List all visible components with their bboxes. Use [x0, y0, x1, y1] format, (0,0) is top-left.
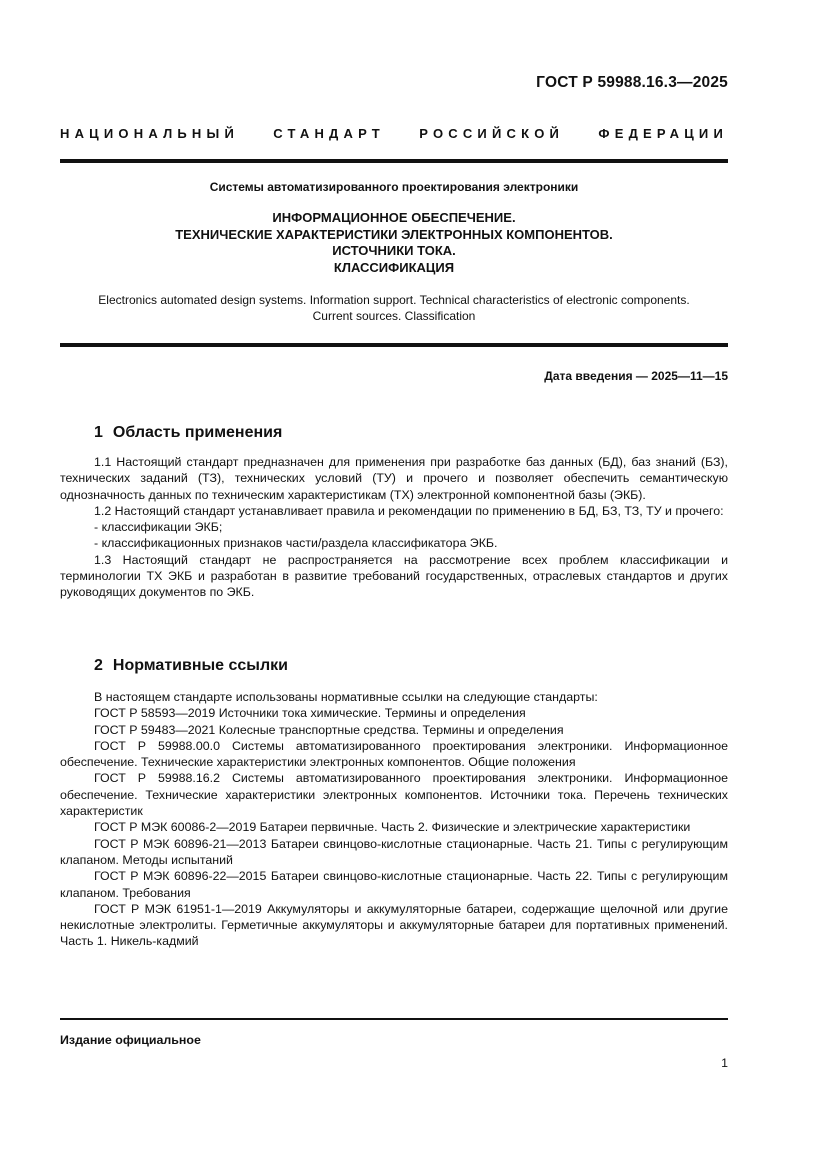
paragraph: В настоящем стандарте использованы нормативные ссылки на следующие стандарты: [94, 690, 598, 704]
section-2-body [60, 689, 728, 950]
reference-item: ГОСТ Р 59483—2021 Колесные транспортные средства. Термины и определения [94, 722, 564, 737]
footer-divider [60, 1018, 728, 1020]
main-title-line: ИСТОЧНИКИ ТОКА. [332, 243, 456, 258]
reference-item: ГОСТ Р 59988.16.2 Системы автоматизированного проектирования электроники. Информационное обеспечение. Технические характеристики электронных компонентов. Источники тока. Перечень технических характеристик [60, 771, 728, 819]
section-1-body [60, 454, 728, 601]
national-standard-heading: НАЦИОНАЛЬНЫЙ СТАНДАРТ РОССИЙСКОЙ ФЕДЕРАЦИИ [60, 126, 728, 141]
section-title: Нормативные ссылки [112, 657, 288, 674]
reference-item: ГОСТ Р МЭК 60086-2—2019 Батареи первичные. Часть 2. Физические и электрические характеристики [94, 820, 691, 835]
english-title [60, 293, 728, 324]
intro-date: Дата введения — 2025—11—15 [544, 369, 728, 383]
title-divider [60, 343, 728, 347]
page-number: 1 [721, 1056, 728, 1070]
main-title-line: ТЕХНИЧЕСКИЕ ХАРАКТЕРИСТИКИ ЭЛЕКТРОННЫХ КОМПОНЕНТОВ. [175, 226, 613, 242]
list-item: - классификационных признаков части/раздела классификатора ЭКБ. [94, 536, 498, 551]
reference-item: ГОСТ Р 58593—2019 Источники тока химические. Термины и определения [94, 706, 526, 721]
reference-item: ГОСТ Р МЭК 60896-21—2013 Батареи свинцово-кислотные стационарные. Часть 21. Типы с регулирующим клапаном. Методы испытаний [60, 836, 728, 867]
document-number: ГОСТ Р 59988.16.3—2025 [536, 74, 728, 91]
paragraph: 1.1 Настоящий стандарт предназначен для применения при разработке баз данных (БД), баз знаний (БЗ), технических заданий (ТЗ), технических условий (ТУ) и прочего и позволяет обеспечить семантическую однозначность данных по техническим характеристикам (ТХ) электронной компонентной базы (ЭКБ). [60, 455, 728, 502]
system-title: Системы автоматизированного проектирования электроники [209, 180, 579, 194]
reference-item: ГОСТ Р МЭК 60896-22—2015 Батареи свинцово-кислотные стационарные. Часть 22. Типы с регулирующим клапаном. Требования [60, 869, 728, 900]
english-title-line: Electronics automated design systems. Information support. Technical characteristics of electronic components. [98, 293, 690, 307]
list-item: - классификации ЭКБ; [94, 520, 223, 535]
section-number: 1 [94, 424, 103, 441]
section-title: Область применения [112, 424, 283, 441]
section-1-heading [94, 424, 282, 442]
section-2-heading [94, 657, 288, 675]
reference-item: ГОСТ Р МЭК 61951-1—2019 Аккумуляторы и аккумуляторные батареи, содержащие щелочной или другие некислотные электролиты. Герметичные аккумуляторы и аккумуляторные батареи для портативных применений. Часть 1. Никель-кадмий [60, 901, 728, 949]
section-number: 2 [94, 657, 103, 674]
main-title [60, 210, 728, 276]
main-title-line: КЛАССИФИКАЦИЯ [333, 259, 455, 275]
main-title-line: ИНФОРМАЦИОННОЕ ОБЕСПЕЧЕНИЕ. [272, 210, 516, 225]
english-title-line: Current sources. Classification [312, 308, 476, 323]
header-divider [60, 159, 728, 163]
reference-item: ГОСТ Р 59988.00.0 Системы автоматизированного проектирования электроники. Информационное обеспечение. Технические характеристики электронных компонентов. Общие положения [60, 738, 728, 770]
paragraph: 1.2 Настоящий стандарт устанавливает правила и рекомендации по применению в БД, БЗ, ТЗ, ТУ и прочего: [94, 503, 724, 518]
paragraph: 1.3 Настоящий стандарт не распространяется на рассмотрение всех проблем классификации и терминологии ТХ ЭКБ и разработан в развитие требований государственных, отраслевых стандартов и других руководящих документов по ЭКБ. [60, 552, 728, 600]
official-edition-label: Издание официальное [60, 1033, 201, 1047]
